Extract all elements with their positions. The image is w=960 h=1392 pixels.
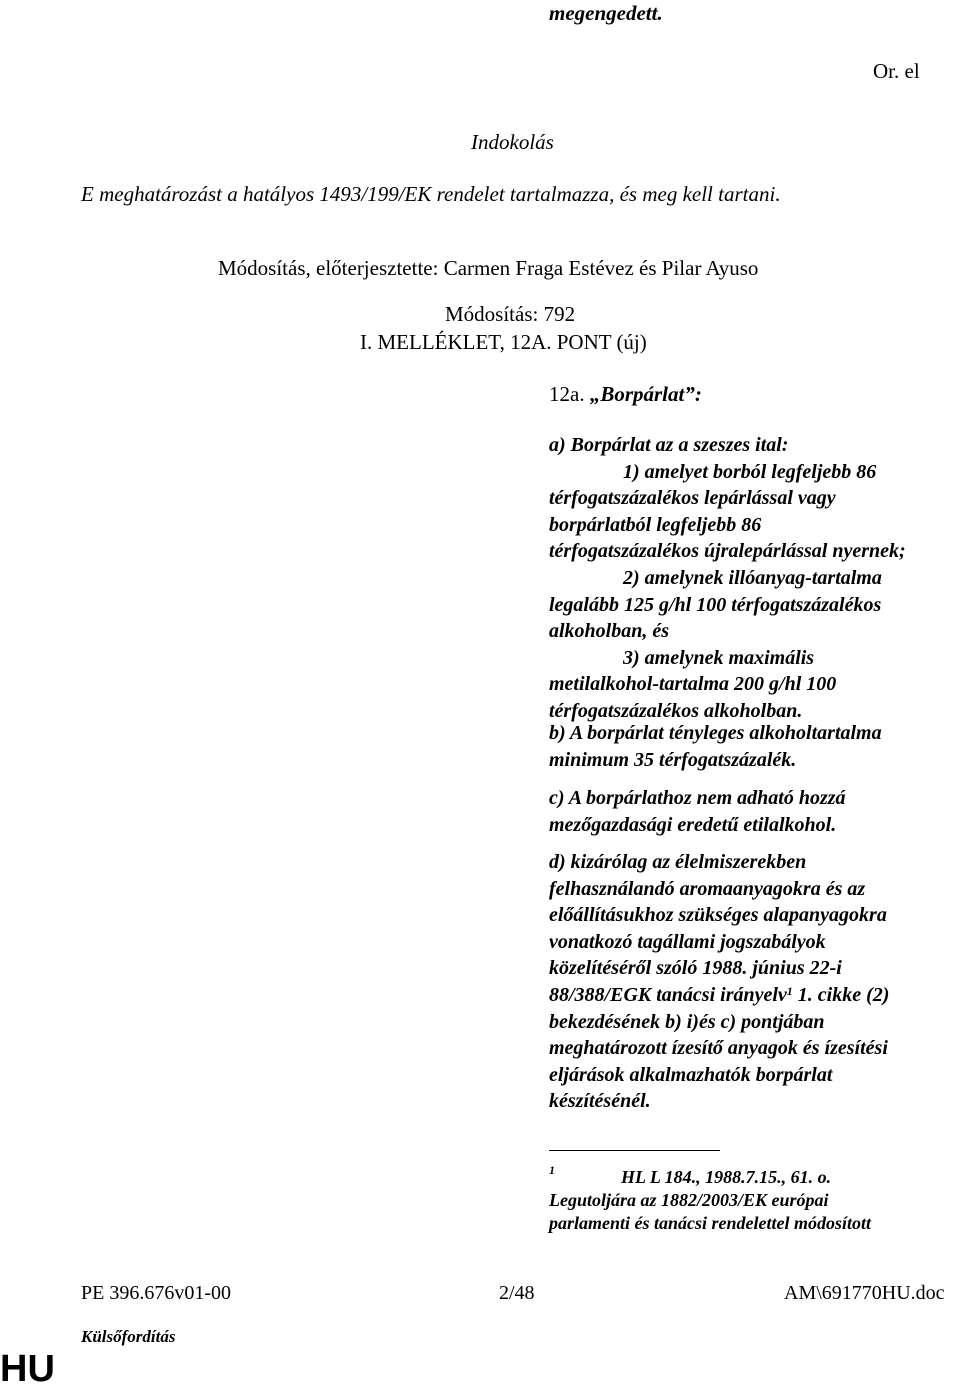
paragraph-a xyxy=(549,432,906,725)
footer-file-name: AM\691770HU.doc xyxy=(784,1282,945,1304)
point-title: „Borpárlat”: xyxy=(589,382,702,406)
amendment-tabled-by: Módosítás, előterjesztette: Carmen Fraga Estévez és Pilar Ayuso xyxy=(218,256,759,280)
footer-doc-ref: PE 396.676v01-00 xyxy=(81,1282,231,1304)
footnote-marker: 1 xyxy=(549,1163,555,1177)
footnote-separator xyxy=(549,1150,720,1151)
text-line: Legutoljára az 1882/2003/EK európai xyxy=(549,1190,829,1210)
footer-page-number: 2/48 xyxy=(499,1282,535,1304)
text-line: minimum 35 térfogatszázalék. xyxy=(549,748,797,771)
text-line: készítésénél. xyxy=(549,1090,651,1113)
text-line: előállításukhoz szükséges alapanyagokra xyxy=(549,904,887,927)
point-number: 12a. xyxy=(549,382,585,406)
paragraph-d xyxy=(549,849,889,1115)
text-line: közelítéséről szóló 1988. június 22-i xyxy=(549,957,842,980)
amendment-reference: I. MELLÉKLET, 12A. PONT (új) xyxy=(360,330,647,354)
paragraph-c xyxy=(549,785,846,838)
text-line: térfogatszázalékos alkoholban. xyxy=(549,699,803,722)
justification-heading: Indokolás xyxy=(471,130,554,154)
footnote-first-line: HL L 184., 1988.7.15., 61. o. xyxy=(621,1167,832,1187)
text-line: 2) amelynek illóanyag-tartalma xyxy=(623,566,882,589)
text-segment: 88/388/EGK tanácsi irányelv xyxy=(549,983,787,1006)
text-line: térfogatszázalékos újralepárlással nyernek; xyxy=(549,540,906,563)
text-line: eljárások alkalmazhatók borpárlat xyxy=(549,1063,833,1086)
text-line: borpárlatból legfeljebb 86 xyxy=(549,513,762,536)
text-line: felhasználandó aromaanyagokra és az xyxy=(549,877,866,900)
text-line: parlamenti és tanácsi rendelettel módosított xyxy=(549,1213,871,1233)
text-line: bekezdésének b) i)és c) pontjában xyxy=(549,1010,825,1033)
footer-language-code: HU xyxy=(0,1348,55,1390)
amendment-number: Módosítás: 792 xyxy=(445,302,576,326)
text-line: d) kizárólag az élelmiszerekben xyxy=(549,851,807,873)
text-segment: 1. cikke (2) xyxy=(792,983,890,1006)
text-line: mezőgazdasági eredetű etilalkohol. xyxy=(549,813,837,836)
text-line: metilalkohol-tartalma 200 g/hl 100 xyxy=(549,673,837,696)
justification-text: E meghatározást a hatályos 1493/199/EK rendelet tartalmazza, és meg kell tartani. xyxy=(81,182,781,206)
text-line: legalább 125 g/hl 100 térfogatszázalékos xyxy=(549,593,882,616)
text-line: térfogatszázalékos lepárlással vagy xyxy=(549,487,836,510)
paragraph-b xyxy=(549,720,882,773)
text-line xyxy=(549,982,889,1009)
previous-text-fragment: megengedett. xyxy=(549,1,663,25)
text-line: alkoholban, és xyxy=(549,620,670,643)
text-line: 1) amelyet borból legfeljebb 86 xyxy=(623,460,877,483)
point-heading xyxy=(549,381,702,407)
text-line: meghatározott ízesítő anyagok és ízesítési xyxy=(549,1037,888,1060)
footer-translation-label: Külsőfordítás xyxy=(81,1327,176,1346)
footnote-reference[interactable]: 1 xyxy=(786,983,793,998)
text-line: c) A borpárlathoz nem adható hozzá xyxy=(549,787,846,809)
footnote-text xyxy=(549,1189,871,1235)
text-line: vonatkozó tagállami jogszabályok xyxy=(549,930,826,953)
original-language-label: Or. el xyxy=(873,59,920,83)
text-line: a) Borpárlat az a szeszes ital: xyxy=(549,434,789,456)
text-line: 3) amelynek maximális xyxy=(623,646,815,669)
text-line: b) A borpárlat tényleges alkoholtartalma xyxy=(549,722,882,744)
